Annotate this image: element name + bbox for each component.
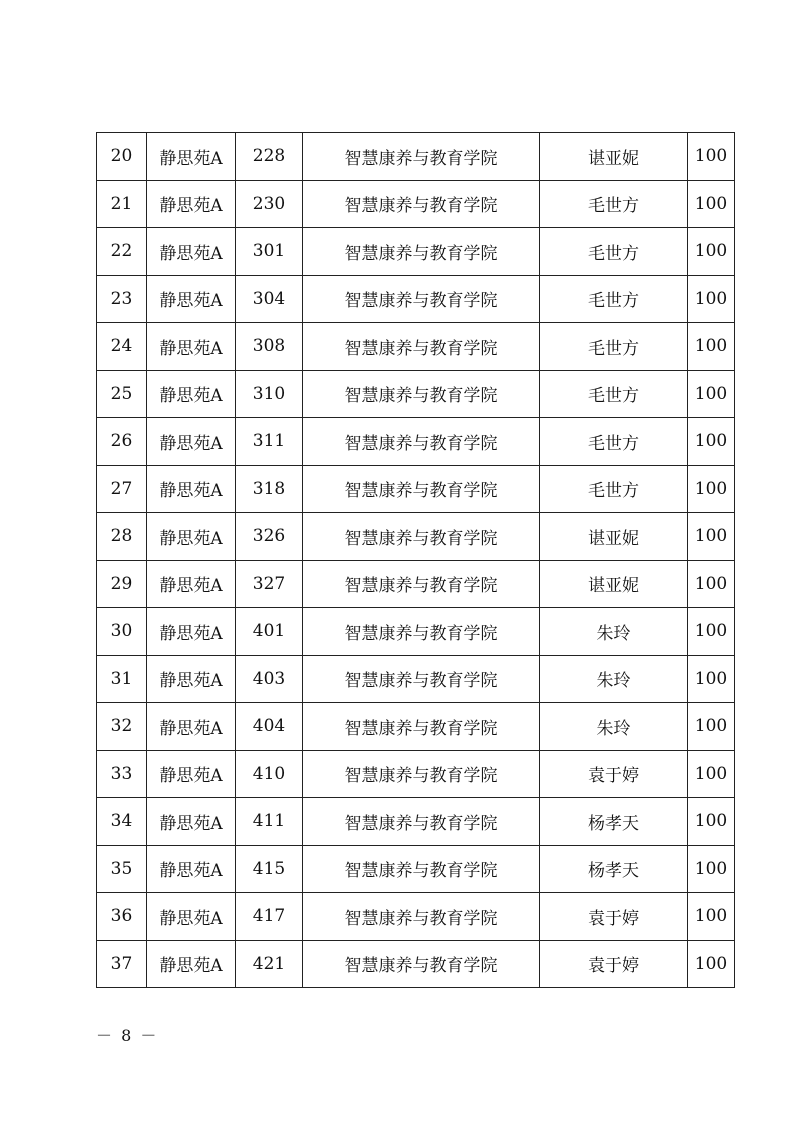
teacher-cell: 谌亚妮: [540, 133, 688, 181]
row-number-cell: 29: [97, 560, 147, 608]
room-number-cell: 318: [236, 465, 303, 513]
score-cell: 100: [688, 323, 735, 371]
teacher-cell: 毛世方: [540, 228, 688, 276]
score-cell: 100: [688, 228, 735, 276]
row-number-cell: 22: [97, 228, 147, 276]
room-number-cell: 421: [236, 940, 303, 988]
college-cell: 智慧康养与教育学院: [303, 513, 540, 561]
building-cell: 静思苑A: [147, 133, 236, 181]
score-cell: 100: [688, 560, 735, 608]
college-cell: 智慧康养与教育学院: [303, 750, 540, 798]
building-cell: 静思苑A: [147, 323, 236, 371]
teacher-cell: 谌亚妮: [540, 560, 688, 608]
table-row: [97, 893, 735, 941]
row-number-cell: 27: [97, 465, 147, 513]
teacher-cell: 谌亚妮: [540, 513, 688, 561]
room-number-cell: 308: [236, 323, 303, 371]
room-number-cell: 403: [236, 655, 303, 703]
college-cell: 智慧康养与教育学院: [303, 323, 540, 371]
table-row: [97, 608, 735, 656]
room-number-cell: 411: [236, 798, 303, 846]
row-number-cell: 32: [97, 703, 147, 751]
building-cell: 静思苑A: [147, 370, 236, 418]
table-row: [97, 133, 735, 181]
building-cell: 静思苑A: [147, 703, 236, 751]
score-cell: 100: [688, 608, 735, 656]
building-cell: 静思苑A: [147, 180, 236, 228]
row-number-cell: 26: [97, 418, 147, 466]
table-row: [97, 703, 735, 751]
building-cell: 静思苑A: [147, 608, 236, 656]
teacher-cell: 毛世方: [540, 180, 688, 228]
building-cell: 静思苑A: [147, 513, 236, 561]
college-cell: 智慧康养与教育学院: [303, 608, 540, 656]
table-row: [97, 323, 735, 371]
score-cell: 100: [688, 513, 735, 561]
teacher-cell: 毛世方: [540, 370, 688, 418]
row-number-cell: 36: [97, 893, 147, 941]
page-number: － 8 －: [96, 1026, 159, 1045]
college-cell: 智慧康养与教育学院: [303, 465, 540, 513]
row-number-cell: 37: [97, 940, 147, 988]
room-number-cell: 401: [236, 608, 303, 656]
row-number-cell: 33: [97, 750, 147, 798]
table-row: [97, 370, 735, 418]
score-cell: 100: [688, 703, 735, 751]
score-cell: 100: [688, 798, 735, 846]
building-cell: 静思苑A: [147, 228, 236, 276]
room-number-cell: 326: [236, 513, 303, 561]
table-row: [97, 275, 735, 323]
row-number-cell: 21: [97, 180, 147, 228]
row-number-cell: 23: [97, 275, 147, 323]
room-number-cell: 310: [236, 370, 303, 418]
table-row: [97, 418, 735, 466]
teacher-cell: 毛世方: [540, 323, 688, 371]
teacher-cell: 杨孝天: [540, 798, 688, 846]
college-cell: 智慧康养与教育学院: [303, 418, 540, 466]
room-number-cell: 311: [236, 418, 303, 466]
table-row: [97, 655, 735, 703]
dormitory-score-table: [96, 132, 735, 988]
college-cell: 智慧康养与教育学院: [303, 180, 540, 228]
table-row: [97, 845, 735, 893]
row-number-cell: 25: [97, 370, 147, 418]
room-number-cell: 230: [236, 180, 303, 228]
row-number-cell: 30: [97, 608, 147, 656]
teacher-cell: 袁于婷: [540, 940, 688, 988]
teacher-cell: 袁于婷: [540, 750, 688, 798]
building-cell: 静思苑A: [147, 750, 236, 798]
building-cell: 静思苑A: [147, 940, 236, 988]
college-cell: 智慧康养与教育学院: [303, 370, 540, 418]
table-row: [97, 798, 735, 846]
room-number-cell: 228: [236, 133, 303, 181]
score-cell: 100: [688, 180, 735, 228]
teacher-cell: 朱玲: [540, 703, 688, 751]
building-cell: 静思苑A: [147, 560, 236, 608]
room-number-cell: 327: [236, 560, 303, 608]
building-cell: 静思苑A: [147, 893, 236, 941]
score-cell: 100: [688, 275, 735, 323]
table-row: [97, 228, 735, 276]
college-cell: 智慧康养与教育学院: [303, 275, 540, 323]
building-cell: 静思苑A: [147, 275, 236, 323]
score-cell: 100: [688, 940, 735, 988]
row-number-cell: 24: [97, 323, 147, 371]
score-cell: 100: [688, 370, 735, 418]
teacher-cell: 毛世方: [540, 275, 688, 323]
table-row: [97, 750, 735, 798]
teacher-cell: 毛世方: [540, 465, 688, 513]
teacher-cell: 朱玲: [540, 655, 688, 703]
row-number-cell: 31: [97, 655, 147, 703]
teacher-cell: 朱玲: [540, 608, 688, 656]
table-body: [97, 133, 735, 988]
room-number-cell: 404: [236, 703, 303, 751]
table-row: [97, 513, 735, 561]
room-number-cell: 304: [236, 275, 303, 323]
table-row: [97, 560, 735, 608]
row-number-cell: 34: [97, 798, 147, 846]
college-cell: 智慧康养与教育学院: [303, 133, 540, 181]
room-number-cell: 415: [236, 845, 303, 893]
college-cell: 智慧康养与教育学院: [303, 655, 540, 703]
college-cell: 智慧康养与教育学院: [303, 228, 540, 276]
score-cell: 100: [688, 133, 735, 181]
building-cell: 静思苑A: [147, 465, 236, 513]
room-number-cell: 417: [236, 893, 303, 941]
score-cell: 100: [688, 845, 735, 893]
college-cell: 智慧康养与教育学院: [303, 703, 540, 751]
score-cell: 100: [688, 418, 735, 466]
college-cell: 智慧康养与教育学院: [303, 940, 540, 988]
building-cell: 静思苑A: [147, 655, 236, 703]
score-cell: 100: [688, 655, 735, 703]
college-cell: 智慧康养与教育学院: [303, 560, 540, 608]
room-number-cell: 301: [236, 228, 303, 276]
table-row: [97, 465, 735, 513]
room-number-cell: 410: [236, 750, 303, 798]
building-cell: 静思苑A: [147, 418, 236, 466]
score-cell: 100: [688, 750, 735, 798]
score-cell: 100: [688, 893, 735, 941]
building-cell: 静思苑A: [147, 798, 236, 846]
teacher-cell: 杨孝天: [540, 845, 688, 893]
row-number-cell: 35: [97, 845, 147, 893]
row-number-cell: 20: [97, 133, 147, 181]
college-cell: 智慧康养与教育学院: [303, 798, 540, 846]
table-row: [97, 940, 735, 988]
college-cell: 智慧康养与教育学院: [303, 893, 540, 941]
teacher-cell: 毛世方: [540, 418, 688, 466]
table-row: [97, 180, 735, 228]
building-cell: 静思苑A: [147, 845, 236, 893]
college-cell: 智慧康养与教育学院: [303, 845, 540, 893]
score-cell: 100: [688, 465, 735, 513]
row-number-cell: 28: [97, 513, 147, 561]
teacher-cell: 袁于婷: [540, 893, 688, 941]
